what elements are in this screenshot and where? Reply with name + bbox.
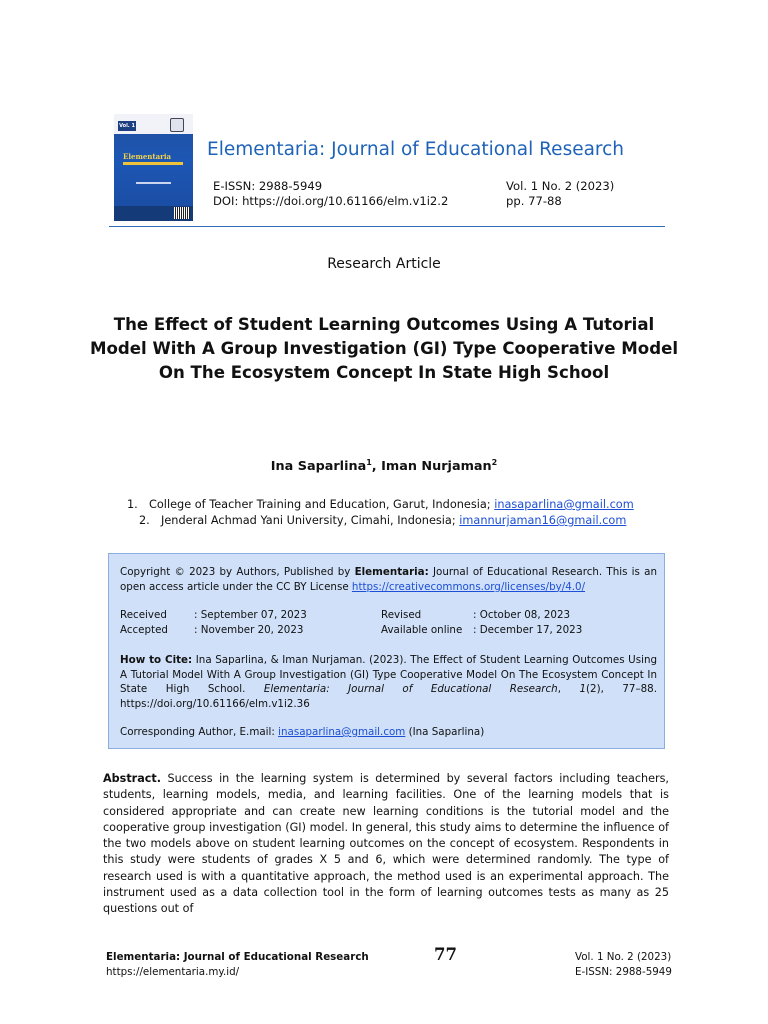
affiliation-1 bbox=[127, 498, 634, 511]
footer-journal-url[interactable]: https://elementaria.my.id/ bbox=[106, 966, 240, 978]
revised-label: Revised bbox=[381, 609, 422, 621]
cover-publisher-logo bbox=[170, 118, 184, 132]
citation-tail: (2), 77–88. https://doi.org/10.61166/elm.v1i2.36 bbox=[120, 683, 657, 710]
volume-issue: Vol. 1 No. 2 (2023) bbox=[506, 179, 615, 193]
author-name: Ina Saparlina bbox=[270, 459, 367, 474]
abstract bbox=[103, 771, 669, 918]
journal-title: Elementaria: Journal of Educational Research bbox=[207, 139, 625, 160]
citation-text: Ina Saparlina, & Iman Nurjaman. (2023). The Effect of Student Learning Outcomes Using A Tutorial Model With A Group Investigation (GI) Type Cooperative Model On The Ecosystem Concept In State High School. bbox=[120, 654, 658, 696]
paper-title: The Effect of Student Learning Outcomes Using A Tutorial Model With A Group Investigation (GI) Type Cooperative Model On The Ecosystem Concept In State High School bbox=[89, 315, 679, 382]
corresponding-name: (Ina Saparlina) bbox=[405, 726, 485, 738]
accepted-date: : November 20, 2023 bbox=[194, 624, 304, 636]
how-to-cite-label: How to Cite: bbox=[120, 654, 193, 666]
available-online-date: : December 17, 2023 bbox=[473, 624, 583, 636]
accepted-label: Accepted bbox=[120, 624, 168, 636]
cover-volume-badge: Vol. 1 bbox=[119, 123, 135, 129]
article-info-box bbox=[108, 553, 665, 749]
eissn: E-ISSN: 2988-5949 bbox=[213, 179, 323, 193]
affiliation-number: 2. bbox=[139, 514, 150, 527]
abstract-text: Success in the learning system is determined by several factors including teachers, students, learning models, media, and learning facilities. One of the learning models that is considered appropriate and can create new learning conditions is the tutorial model and the cooperative group investigation (GI) model. In general, this study aims to determine the influence of the two models above on student learning outcomes on the concept of ecosystem. Respondents in this study were students of grades X 5 and 6, which were determined randomly. The type of research used is with a quantitative approach, the method used is an experimental approach. The instrument used as a data collection tool in the form of learning outcomes tests as many as 25 questions out of bbox=[103, 772, 669, 916]
corresponding-author bbox=[120, 726, 484, 738]
author-list bbox=[0, 458, 768, 474]
author-affiliation-marker: 1 bbox=[366, 458, 372, 467]
affiliation-number: 1. bbox=[127, 498, 138, 511]
author-separator: , bbox=[371, 459, 382, 474]
citation-separator: , bbox=[557, 683, 580, 696]
available-online-label: Available online bbox=[381, 624, 463, 636]
footer-volume-issue: Vol. 1 No. 2 (2023) bbox=[575, 951, 672, 963]
page-number: 77 bbox=[434, 945, 457, 964]
affiliation-email-link[interactable]: inasaparlina@gmail.com bbox=[494, 498, 634, 511]
copyright-text: Copyright © 2023 by Authors, Published by bbox=[120, 566, 355, 578]
copyright-notice bbox=[120, 565, 657, 594]
citation-journal: Elementaria: Journal of Educational Research bbox=[263, 683, 558, 696]
doi: DOI: https://doi.org/10.61166/elm.v1i2.2 bbox=[213, 194, 449, 208]
cover-barcode bbox=[174, 207, 190, 219]
article-type: Research Article bbox=[327, 256, 441, 272]
received-date: : September 07, 2023 bbox=[194, 609, 307, 621]
cover-issn-line bbox=[136, 182, 171, 184]
citation-volume: 1 bbox=[579, 683, 587, 696]
header-divider bbox=[109, 226, 665, 227]
page-range: pp. 77-88 bbox=[506, 194, 562, 208]
cover-subtitle-band bbox=[123, 162, 183, 165]
author-affiliation-marker: 2 bbox=[491, 458, 498, 467]
footer-journal-name: Elementaria: Journal of Educational Research bbox=[106, 951, 369, 963]
copyright-license-text: Journal of Educational Research. This is an open access article under the CC BY License bbox=[120, 566, 657, 593]
abstract-label: Abstract. bbox=[103, 772, 161, 785]
journal-cover-image bbox=[114, 114, 193, 221]
how-to-cite bbox=[120, 653, 657, 711]
corresponding-label: Corresponding Author, E.mail: bbox=[120, 726, 279, 738]
author-name: Iman Nurjaman bbox=[381, 459, 492, 474]
affiliation-text: College of Teacher Training and Education, Garut, Indonesia; bbox=[149, 498, 495, 511]
affiliation-text: Jenderal Achmad Yani University, Cimahi, Indonesia; bbox=[161, 514, 460, 527]
cover-title: Elementaria bbox=[123, 152, 172, 161]
received-label: Received bbox=[120, 609, 167, 621]
affiliation-2 bbox=[139, 514, 626, 527]
copyright-publisher: Elementaria: bbox=[354, 566, 429, 578]
license-link[interactable]: https://creativecommons.org/licenses/by/4.0/ bbox=[351, 580, 586, 593]
revised-date: : October 08, 2023 bbox=[473, 609, 571, 621]
footer-eissn: E-ISSN: 2988-5949 bbox=[575, 966, 672, 978]
affiliation-email-link[interactable]: imannurjaman16@gmail.com bbox=[459, 514, 627, 527]
corresponding-email-link[interactable]: inasaparlina@gmail.com bbox=[278, 726, 406, 738]
